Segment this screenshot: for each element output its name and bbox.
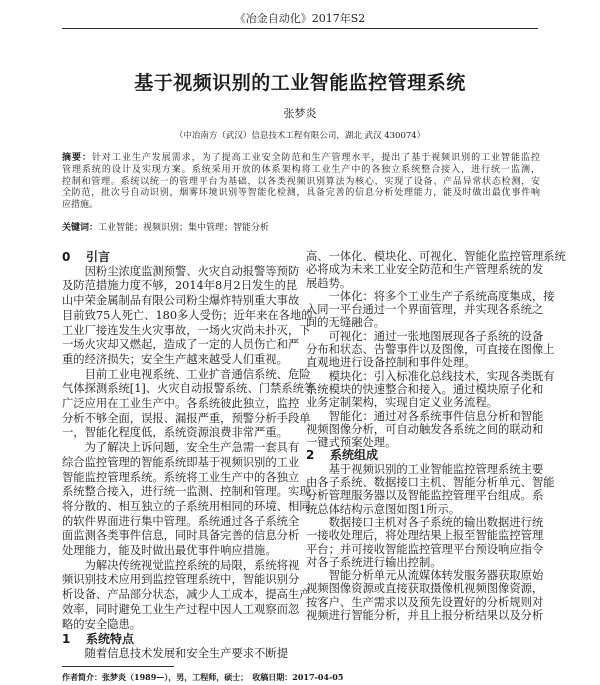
text-line: 由各子系统、数据接口主机、智能分析单元、智能 (306, 476, 555, 490)
text-line: 必将成为未来工业安全防范和生产管理系统的发 (306, 263, 544, 277)
text-line: 视频图像资源或直接获取摄像机视频图像资源， (306, 582, 544, 596)
text-line: 广泛应用在工业生产中。各系统彼此独立，监控 (62, 397, 300, 411)
text-line: 面监测各类事件信息，同时具备完善的信息分析 (62, 529, 300, 543)
text-line: 模块化：引入标准化总线技术，实现各类既有 (328, 369, 555, 383)
text-line: 可视化：通过一张地图展现各子系统的设备 (328, 329, 544, 343)
text-line: 高、一体化、模块化、可视化、智能化监控管理系统 (306, 250, 566, 263)
text-line: 控制和管理。系统以统一的管理平台为基础，以各类视频识别算法为核心，实现了设备、产品异常状态检测，安 (62, 176, 540, 187)
text-line: 数据接口主机对各子系统的输出数据进行统 (328, 515, 544, 529)
section-number: 1 (62, 632, 71, 647)
text-line: 及防范措施力度不够，2014年8月2日发生的昆 (62, 279, 298, 293)
text-line: 统总体结构示意图如图1所示。 (306, 502, 461, 516)
text-line (62, 153, 540, 165)
abstract (62, 153, 540, 212)
author: 张梦炎 (283, 107, 317, 120)
text-line: 为了解决上诉问题，安全生产急需一套具有 (84, 441, 300, 455)
affiliation: （中冶南方（武汉）信息技术工程有限公司，湖北 武汉 430074） (174, 131, 426, 141)
keywords (62, 220, 269, 233)
text-line: 的软件界面进行集中管理。系统通过各子系统全 (62, 514, 300, 528)
header-rule (62, 28, 538, 29)
text-line: 工业厂接连发生火灾事故，一场火灾尚未扑灭，下 (62, 323, 311, 337)
text-line: 略的安全隐患。 (62, 617, 142, 631)
text-line: 智能分析单元从流媒体转发服务器获取原始 (328, 569, 544, 583)
author-footnote: 作者简介：张梦炎（1989—），男，工程师，硕士； 收稿日期：2017-04-05 (62, 672, 344, 682)
text-line: 对各子系统进行输出控制。 (306, 555, 442, 569)
text-line: 系统整合接入，进行统一监测、控制和管理。实现 (62, 485, 311, 499)
text-line: 析设备、产品部分状态，减少人工成本，提高生产 (62, 588, 311, 602)
paper-title: 基于视频识别的工业智能监控管理系统 (134, 72, 466, 94)
keywords-label: 关键词： (62, 223, 99, 233)
footnote-rule (62, 666, 174, 667)
text-line: 视频图像分析，可自动触发各系统之间的联动和 (306, 422, 544, 436)
text-line: 系统模块的快速整合和接入。通过模块原子化和 (306, 382, 544, 396)
abstract-label: 摘要： (62, 153, 92, 163)
text-line: 管理系统的设计及实现方案。系统采用开放的体系架构将工业生产中的各独立系统整合接入，进行统一监测， (62, 164, 540, 175)
text-line: 智能化：通过对各系统事件信息分析和智能 (328, 409, 544, 423)
section-title: 系统组成 (330, 448, 379, 463)
section-number: 2 (306, 448, 315, 463)
section-title: 引言 (86, 250, 111, 264)
text-line: 气体探测系统[1]、火灾自动报警系统、门禁系统等 (62, 382, 316, 396)
text-line: 一，智能化程度低，系统资源浪费非常严重。 (62, 426, 288, 440)
text-line: 综合监控管理的智能系统即基于视频识别的工业 (62, 455, 300, 469)
text-line: 按客户、生产需求以及预先设置好的分析规则对 (306, 595, 544, 609)
text-line: 一键式预案处理。 (306, 436, 397, 450)
text-line: 间的无缝融合。 (306, 316, 386, 330)
text-line: 随着信息技术发展和安全生产要求不断提 (84, 646, 288, 660)
text-line: 一接收处理后，将处理结果上报至智能监控管理 (306, 529, 544, 543)
text-line: 视频进行智能分析，并且上报分析结果以及分析 (306, 609, 544, 623)
text-line: 重的经济损失；安全生产越来越受人们重视。 (62, 352, 288, 366)
text-line: 展趋势。 (306, 276, 352, 290)
text-line: 频识别技术应用到监控管理系统中，智能识别分 (62, 573, 300, 587)
section-number: 0 (62, 250, 71, 264)
text-line: 分布和状态、告警事件以及图像，可直接在图像上 (306, 343, 555, 357)
section-heading (306, 449, 533, 462)
text-line: 一场火灾却又燃起，造成了一定的人员伤亡和严 (62, 338, 300, 352)
text-line: 平台；并可接收智能监控管理平台预设响应指令 (306, 542, 544, 556)
text-line: 目前工业电视系统、工业扩音通信系统、危险 (84, 367, 311, 381)
section-heading (62, 632, 288, 647)
text-line: 业务定制架构，实现自定义业务流程。 (306, 396, 499, 410)
text-line: 基于视频识别的工业智能监控管理系统主要 (328, 462, 544, 476)
right-column (306, 250, 566, 623)
text-line: 处理能力，能及时做出最优事件响应措施。 (62, 544, 277, 558)
text-line: 分析不够全面，误报、漏报严重，预警分析手段单 (62, 411, 311, 425)
text-line: 分析管理服务器以及智能监控管理平台组成。系 (306, 489, 544, 503)
text-line: 目前致75人死亡、180多人受伤；近年来在各地的 (62, 308, 313, 322)
section-heading (62, 250, 288, 265)
section-title: 系统特点 (86, 632, 135, 647)
text-line: 因粉尘浓度监测预警、火灾自动报警等预防 (84, 264, 300, 278)
journal-header: 《冶金自动化》2017年S2 (234, 12, 366, 25)
keywords-text: 工业智能；视频识别；集中管理；智能分析 (98, 223, 270, 233)
text-line: 直观地进行设备控制和事件处理。 (306, 356, 476, 370)
text-line: 效率，同时避免工业生产过程中因人工观察而忽 (62, 602, 300, 616)
left-column (62, 250, 316, 662)
abstract-text: 针对工业生产发展需求，为了提高工业安全防范和生产管理水平，提出了基于视频识别的工业智能监控 (91, 153, 540, 163)
text-line: 应措施。 (62, 200, 99, 211)
text-line: 将分散的、相互独立的子系统用相同的环境、相同 (62, 499, 311, 513)
text-line: 全防范，批次号自动识别，烟雾环境识别等智能化检测，具备完善的信息分析处理能力，能及时做出最优事件响 (62, 188, 540, 199)
text-line: 为解决传统视觉监控系统的局限，系统将视 (84, 558, 300, 572)
text-line: 智能监控管理系统。系统将工业生产中的各独立 (62, 470, 300, 484)
text-line: 山中荣金属制品有限公司粉尘爆炸特别重大事故 (62, 294, 300, 308)
text-line: 一体化：将多个工业生产子系统高度集成，接 (328, 289, 555, 303)
text-line: 入同一平台通过一个界面管理，并实现各系统之 (306, 303, 544, 317)
